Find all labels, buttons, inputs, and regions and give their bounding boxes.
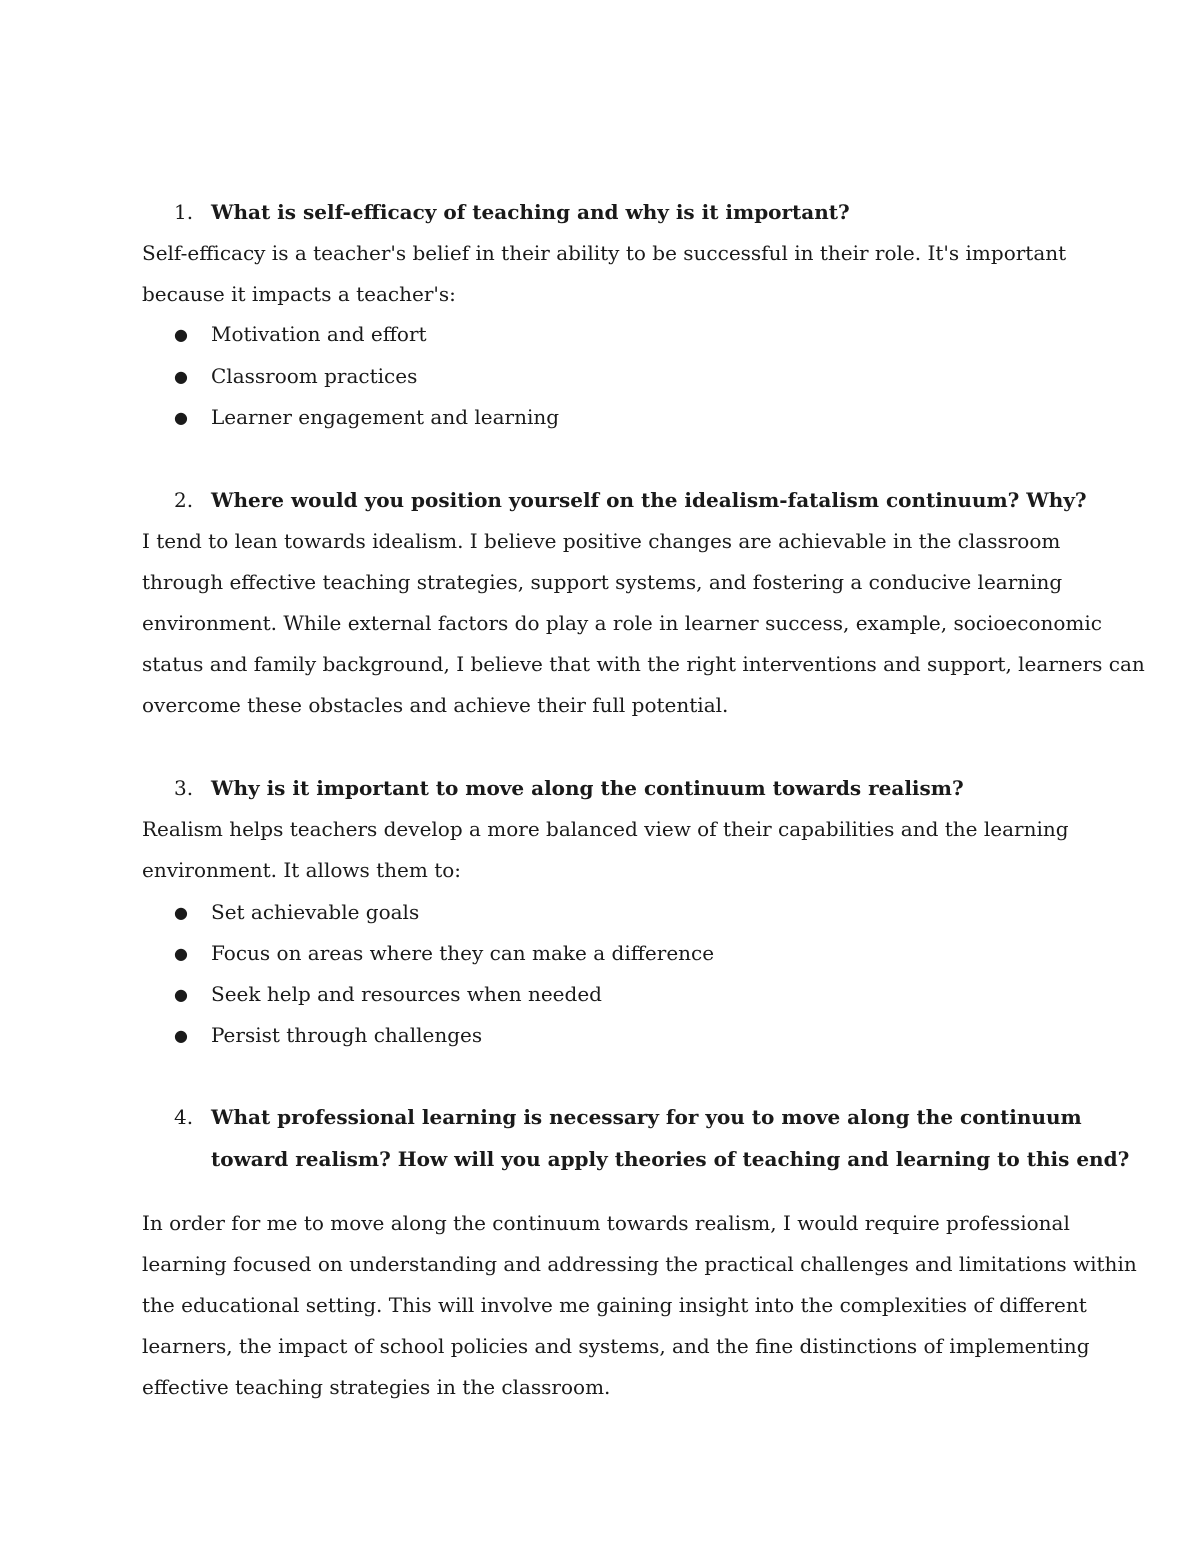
- answer-line: In order for me to move along the continuum towards realism, I would require professional: [142, 1211, 1070, 1235]
- answer-line: overcome these obstacles and achieve their full potential.: [142, 693, 729, 717]
- bullet-icon: ●: [174, 325, 188, 344]
- bullet-icon: ●: [174, 1026, 188, 1045]
- question-number: 3.: [174, 776, 194, 800]
- list-item: [174, 1023, 482, 1049]
- bullet-icon: ●: [174, 367, 188, 386]
- question-text-continued: toward realism? How will you apply theories of teaching and learning to this end?: [211, 1147, 1130, 1171]
- list-item: [174, 405, 559, 431]
- bullet-icon: ●: [174, 944, 188, 963]
- answer-line: environment. While external factors do play a role in learner success, example, socioeconomic: [142, 611, 1102, 635]
- answer-line: environment. It allows them to:: [142, 858, 462, 882]
- answer-line: Realism helps teachers develop a more balanced view of their capabilities and the learning: [142, 817, 1069, 841]
- list-item: [174, 364, 417, 390]
- answer-line: the educational setting. This will involve me gaining insight into the complexities of different: [142, 1293, 1087, 1317]
- list-item-text: Set achievable goals: [211, 900, 420, 924]
- answer-line: effective teaching strategies in the classroom.: [142, 1375, 611, 1399]
- list-item: [174, 900, 419, 926]
- list-item-text: Persist through challenges: [211, 1023, 483, 1047]
- answer-line: learning focused on understanding and addressing the practical challenges and limitations within: [142, 1252, 1137, 1276]
- question-4: [174, 1105, 1082, 1129]
- answer-line: Self-efficacy is a teacher's belief in their ability to be successful in their role. It's important: [142, 241, 1067, 265]
- list-item-text: Learner engagement and learning: [211, 405, 560, 429]
- list-item: [174, 322, 427, 348]
- bullet-icon: ●: [174, 408, 188, 427]
- list-item-text: Focus on areas where they can make a difference: [211, 941, 715, 965]
- answer-line: through effective teaching strategies, support systems, and fostering a conducive learning: [142, 570, 1063, 594]
- question-text: Why is it important to move along the continuum towards realism?: [211, 776, 964, 800]
- bullet-icon: ●: [174, 985, 188, 1004]
- list-item-text: Classroom practices: [211, 364, 418, 388]
- answer-line: I tend to lean towards idealism. I believe positive changes are achievable in the classroom: [142, 529, 1061, 553]
- bullet-icon: ●: [174, 903, 188, 922]
- question-text: What professional learning is necessary for you to move along the continuum: [211, 1105, 1082, 1129]
- question-number: 4.: [174, 1105, 194, 1129]
- question-text: What is self-efficacy of teaching and why is it important?: [211, 200, 850, 224]
- question-text: Where would you position yourself on the idealism-fatalism continuum? Why?: [211, 488, 1087, 512]
- list-item-text: Seek help and resources when needed: [211, 982, 602, 1006]
- question-number: 1.: [174, 200, 194, 224]
- question-2: [174, 488, 1087, 512]
- list-item: [174, 941, 714, 967]
- question-3: [174, 776, 964, 800]
- answer-line: learners, the impact of school policies and systems, and the fine distinctions of implementing: [142, 1334, 1090, 1358]
- answer-line: because it impacts a teacher's:: [142, 282, 456, 306]
- answer-line: status and family background, I believe that with the right interventions and support, learners can: [142, 652, 1145, 676]
- question-1: [174, 200, 850, 224]
- list-item: [174, 982, 602, 1008]
- list-item-text: Motivation and effort: [211, 322, 427, 346]
- question-number: 2.: [174, 488, 194, 512]
